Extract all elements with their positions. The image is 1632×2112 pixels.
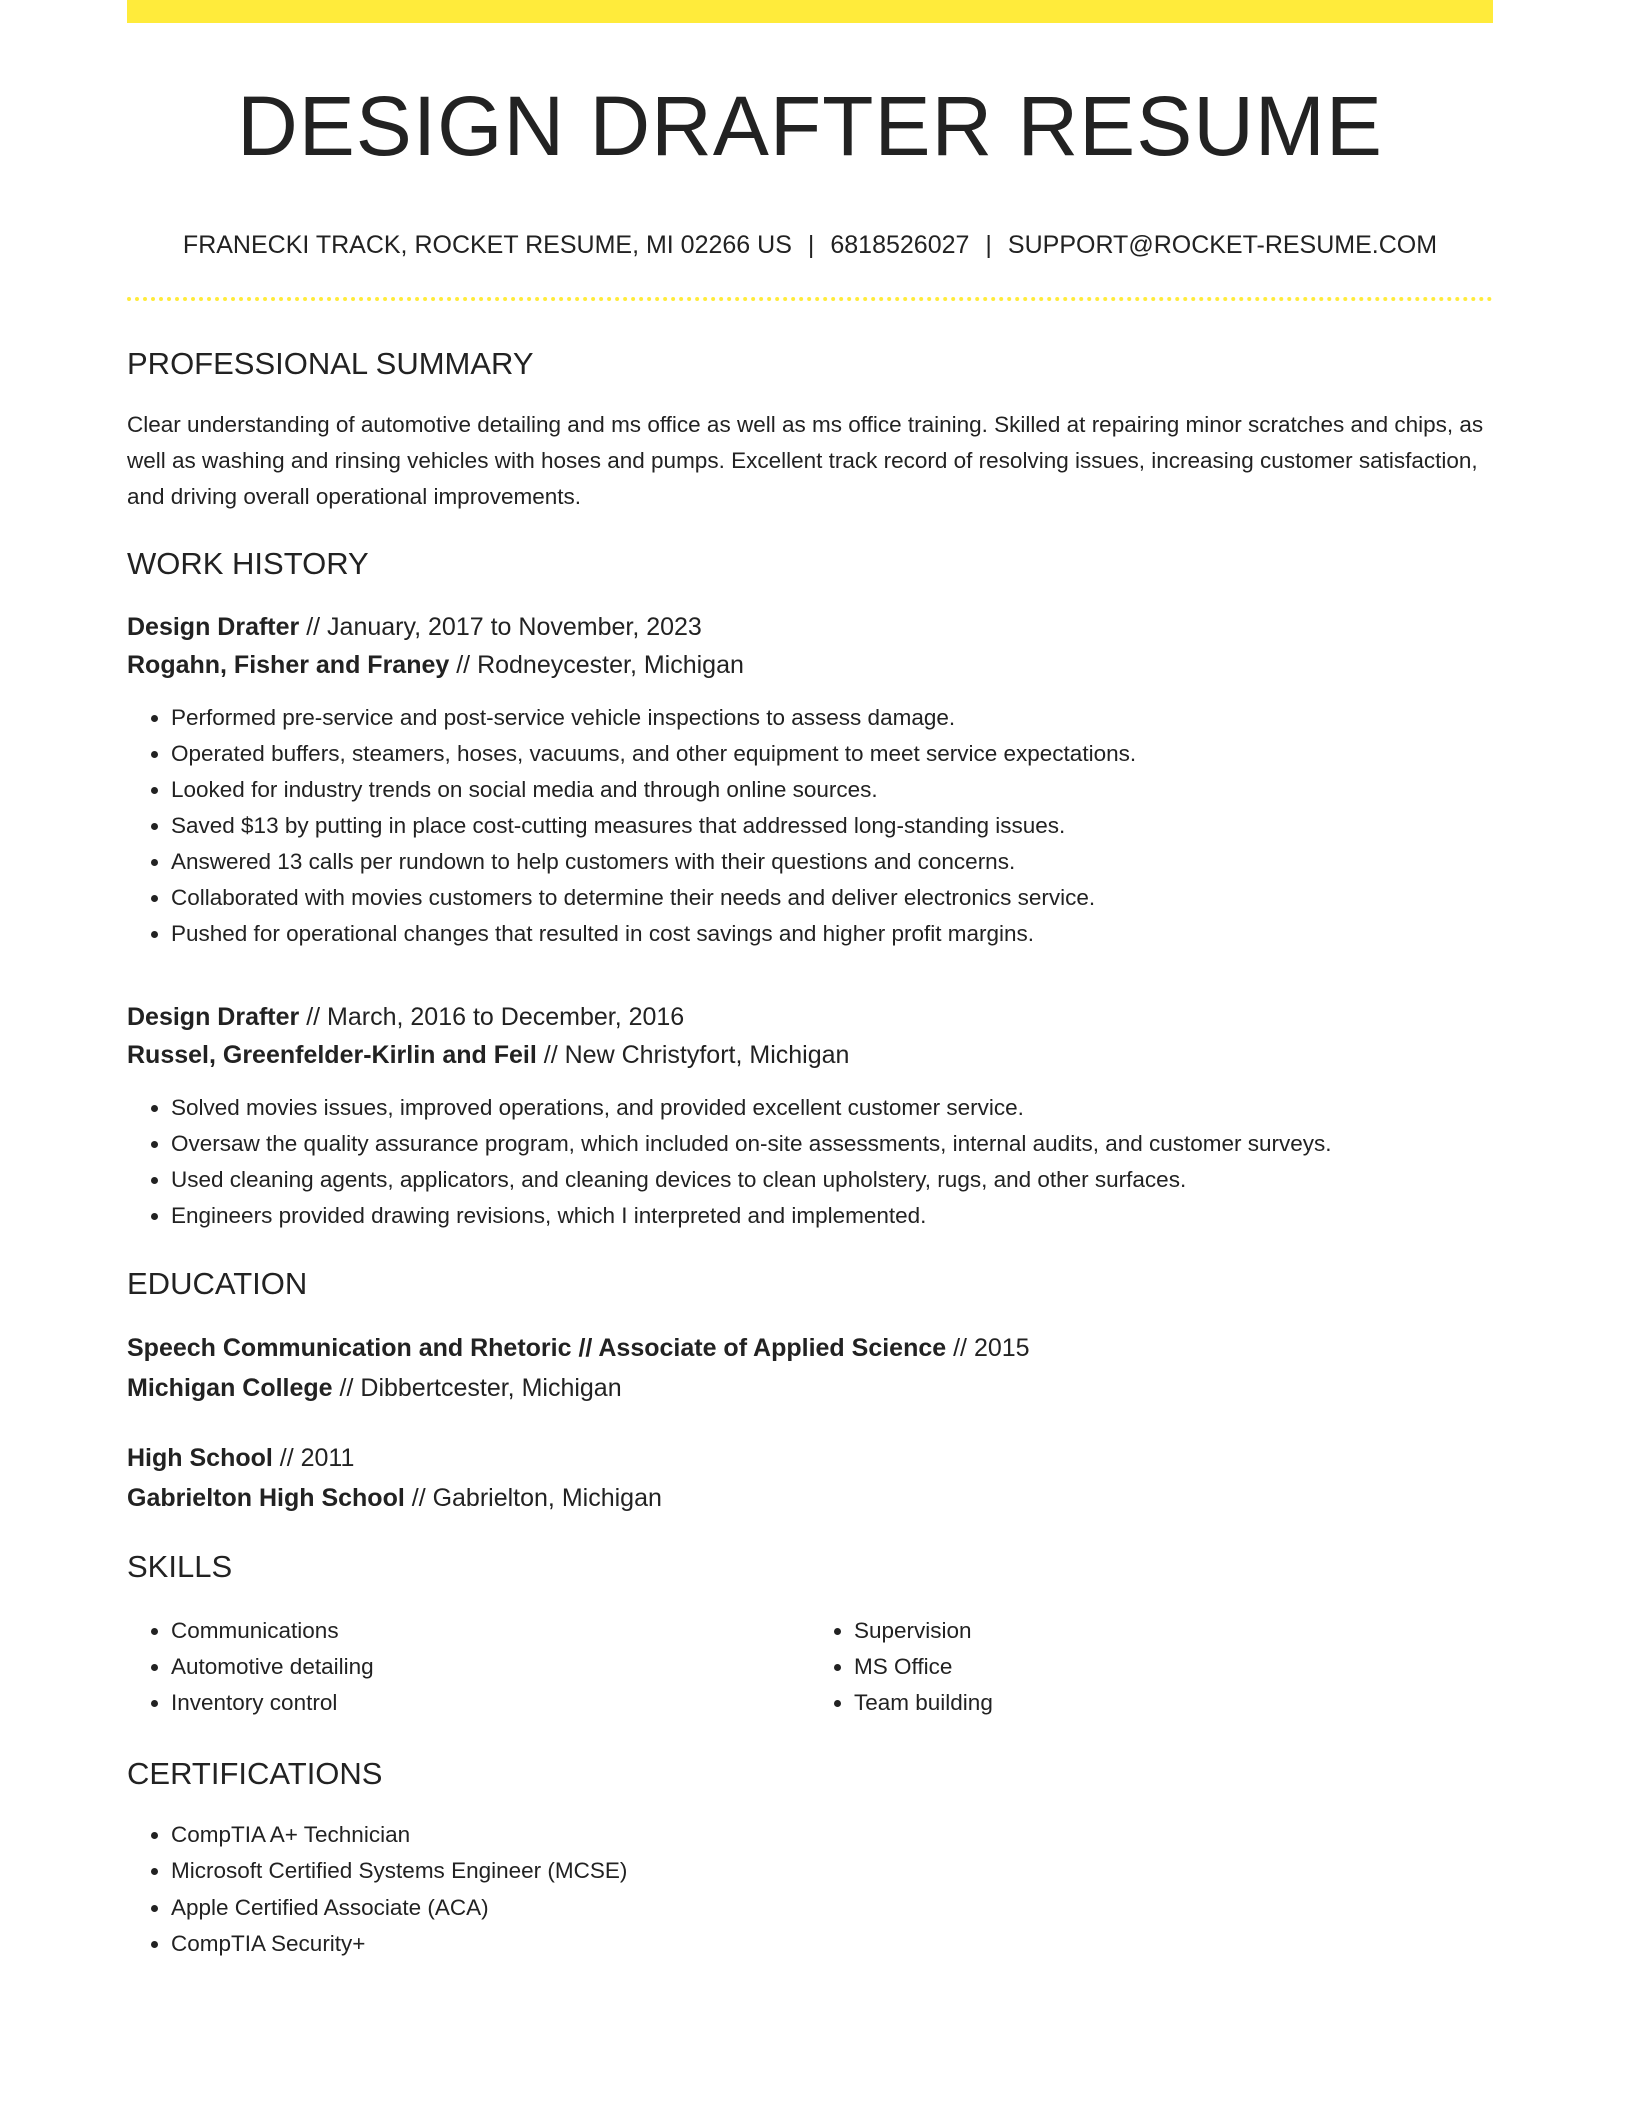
job-bullet-list <box>127 1090 1493 1234</box>
job-bullet: • Looked for industry trends on social media and through online sources. <box>171 772 1493 808</box>
resume-content <box>127 0 1493 1963</box>
education-year: // 2015 <box>953 1334 1030 1363</box>
certification-item: • CompTIA A+ Technician <box>171 1817 1493 1854</box>
job-bullet: • Saved $13 by putting in place cost-cutting measures that addressed long-standing issues. <box>171 808 1493 844</box>
skill-item: • Inventory control <box>171 1685 810 1721</box>
education-location: // Gabrielton, Michigan <box>411 1484 662 1513</box>
job-location: // New Christyfort, Michigan <box>543 1041 850 1070</box>
contact-email: SUPPORT@ROCKET-RESUME.COM <box>1007 230 1438 259</box>
job-company-line <box>127 646 1493 684</box>
skills-heading: SKILLS <box>127 1549 233 1585</box>
job-bullet: • Solved movies issues, improved operations, and provided excellent customer service. <box>171 1090 1493 1126</box>
education-heading: EDUCATION <box>127 1266 308 1302</box>
job-entry <box>127 998 1493 1234</box>
skills-columns <box>127 1613 1493 1721</box>
job-bullet: • Answered 13 calls per rundown to help customers with their questions and concerns. <box>171 844 1493 880</box>
job-entry <box>127 608 1493 952</box>
job-bullet: • Pushed for operational changes that resulted in cost savings and higher profit margins. <box>171 916 1493 952</box>
job-bullet: • Used cleaning agents, applicators, and cleaning devices to clean upholstery, rugs, and other surfaces. <box>171 1162 1493 1198</box>
education-degree: Speech Communication and Rhetoric // Associate of Applied Science <box>127 1334 947 1363</box>
contact-address: FRANECKI TRACK, ROCKET RESUME, MI 02266 US <box>182 230 792 259</box>
contact-separator: | <box>985 230 992 259</box>
certifications-heading: CERTIFICATIONS <box>127 1755 383 1791</box>
job-bullet: • Oversaw the quality assurance program, which included on-site assessments, internal audits, and customer surveys. <box>171 1126 1493 1162</box>
job-company: Rogahn, Fisher and Franey <box>127 651 450 680</box>
job-title: Design Drafter <box>127 613 300 642</box>
contact-line <box>127 232 1493 260</box>
job-title-line <box>127 608 1493 646</box>
skill-item: • Supervision <box>854 1613 1493 1649</box>
skill-item: • Team building <box>854 1685 1493 1721</box>
dotted-divider <box>127 297 1493 301</box>
education-location: // Dibbertcester, Michigan <box>339 1374 622 1403</box>
skill-item: • Automotive detailing <box>171 1649 810 1685</box>
skills-list-right <box>810 1613 1493 1721</box>
education-degree: High School <box>127 1444 273 1473</box>
job-title-line <box>127 998 1493 1036</box>
job-title: Design Drafter <box>127 1003 300 1032</box>
summary-text: Clear understanding of automotive detailing and ms office as well as ms office training. Skilled at repairing minor scratches and chips, as well as washing and rinsing vehicles with hoses and pumps. Excellent track record of resolving issues, increasing customer satisfaction, and driving overall operational improvements. <box>127 412 1484 510</box>
job-company: Russel, Greenfelder-Kirlin and Feil <box>127 1041 537 1070</box>
job-dates: // March, 2016 to December, 2016 <box>306 1003 685 1032</box>
certification-item: • Apple Certified Associate (ACA) <box>171 1890 1493 1927</box>
skills-list-left <box>127 1613 810 1721</box>
certification-item: • Microsoft Certified Systems Engineer (MCSE) <box>171 1853 1493 1890</box>
skill-item: • MS Office <box>854 1649 1493 1685</box>
job-bullet: • Performed pre-service and post-service vehicle inspections to assess damage. <box>171 700 1493 736</box>
education-entry <box>127 1438 1493 1518</box>
summary-heading: PROFESSIONAL SUMMARY <box>127 346 534 382</box>
job-location: // Rodneycester, Michigan <box>456 651 744 680</box>
contact-phone: 6818526027 <box>830 230 970 259</box>
work-history-heading: WORK HISTORY <box>127 546 369 582</box>
certifications-list <box>127 1817 1493 1963</box>
job-bullet: • Collaborated with movies customers to determine their needs and deliver electronics service. <box>171 880 1493 916</box>
education-degree-line <box>127 1438 1493 1478</box>
education-degree-line <box>127 1328 1493 1368</box>
job-bullet-list <box>127 700 1493 952</box>
skill-item: • Communications <box>171 1613 810 1649</box>
education-year: // 2011 <box>279 1444 355 1473</box>
education-school: Michigan College <box>127 1374 333 1403</box>
education-school-line <box>127 1478 1493 1518</box>
certification-item: • CompTIA Security+ <box>171 1926 1493 1963</box>
contact-separator: | <box>807 230 815 259</box>
job-dates: // January, 2017 to November, 2023 <box>306 613 702 642</box>
certifications-section <box>127 1817 1493 1963</box>
resume-title: DESIGN DRAFTER RESUME <box>237 79 1383 173</box>
job-company-line <box>127 1036 1493 1074</box>
education-school: Gabrielton High School <box>127 1484 405 1513</box>
job-bullet: • Operated buffers, steamers, hoses, vacuums, and other equipment to meet service expectations. <box>171 736 1493 772</box>
education-entry <box>127 1328 1493 1408</box>
job-bullet: • Engineers provided drawing revisions, which I interpreted and implemented. <box>171 1198 1493 1234</box>
education-school-line <box>127 1368 1493 1408</box>
